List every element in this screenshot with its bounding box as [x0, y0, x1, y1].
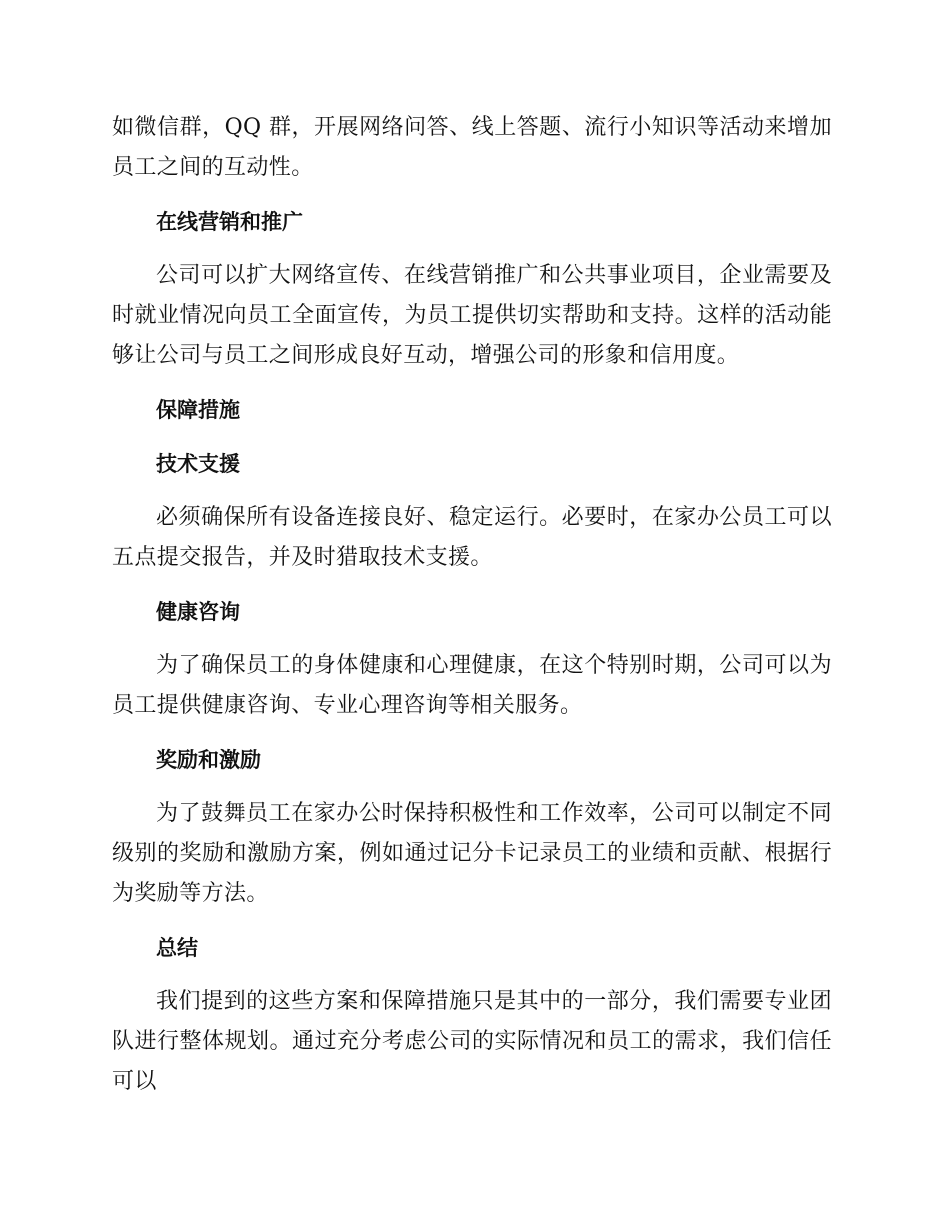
paragraph-tech-support: 必须确保所有设备连接良好、稳定运行。必要时，在家办公员工可以五点提交报告，并及时猎取技术支援。 [112, 505, 832, 570]
paragraph-rewards-incentives: 为了鼓舞员工在家办公时保持积极性和工作效率，公司可以制定不同级别的奖励和激励方案，例如通过记分卡记录员工的业绩和贡献、根据行为奖励等方法。 [112, 801, 832, 906]
paragraph-summary: 我们提到的这些方案和保障措施只是其中的一部分，我们需要专业团队进行整体规划。通过充分考虑公司的实际情况和员工的需求，我们信任可以 [112, 989, 832, 1094]
heading-tech-support: 技术支援 [156, 452, 240, 476]
heading-health-consulting: 健康咨询 [156, 600, 240, 624]
paragraph-health-consulting: 为了确保员工的身体健康和心理健康，在这个特别时期，公司可以为员工提供健康咨询、专业心理咨询等相关服务。 [112, 653, 832, 718]
document-body [112, 108, 832, 1102]
paragraph-intro-continuation: 如微信群，QQ 群，开展网络问答、线上答题、流行小知识等活动来增加员工之间的互动性。 [112, 115, 832, 180]
heading-safeguards: 保障措施 [156, 398, 240, 422]
paragraph-online-marketing: 公司可以扩大网络宣传、在线营销推广和公共事业项目，企业需要及时就业情况向员工全面宣传，为员工提供切实帮助和支持。这样的活动能够让公司与员工之间形成良好互动，增强公司的形象和信用度。 [112, 263, 832, 368]
heading-summary: 总结 [156, 936, 198, 960]
heading-online-marketing: 在线营销和推广 [156, 210, 303, 234]
heading-rewards-incentives: 奖励和激励 [156, 748, 261, 772]
